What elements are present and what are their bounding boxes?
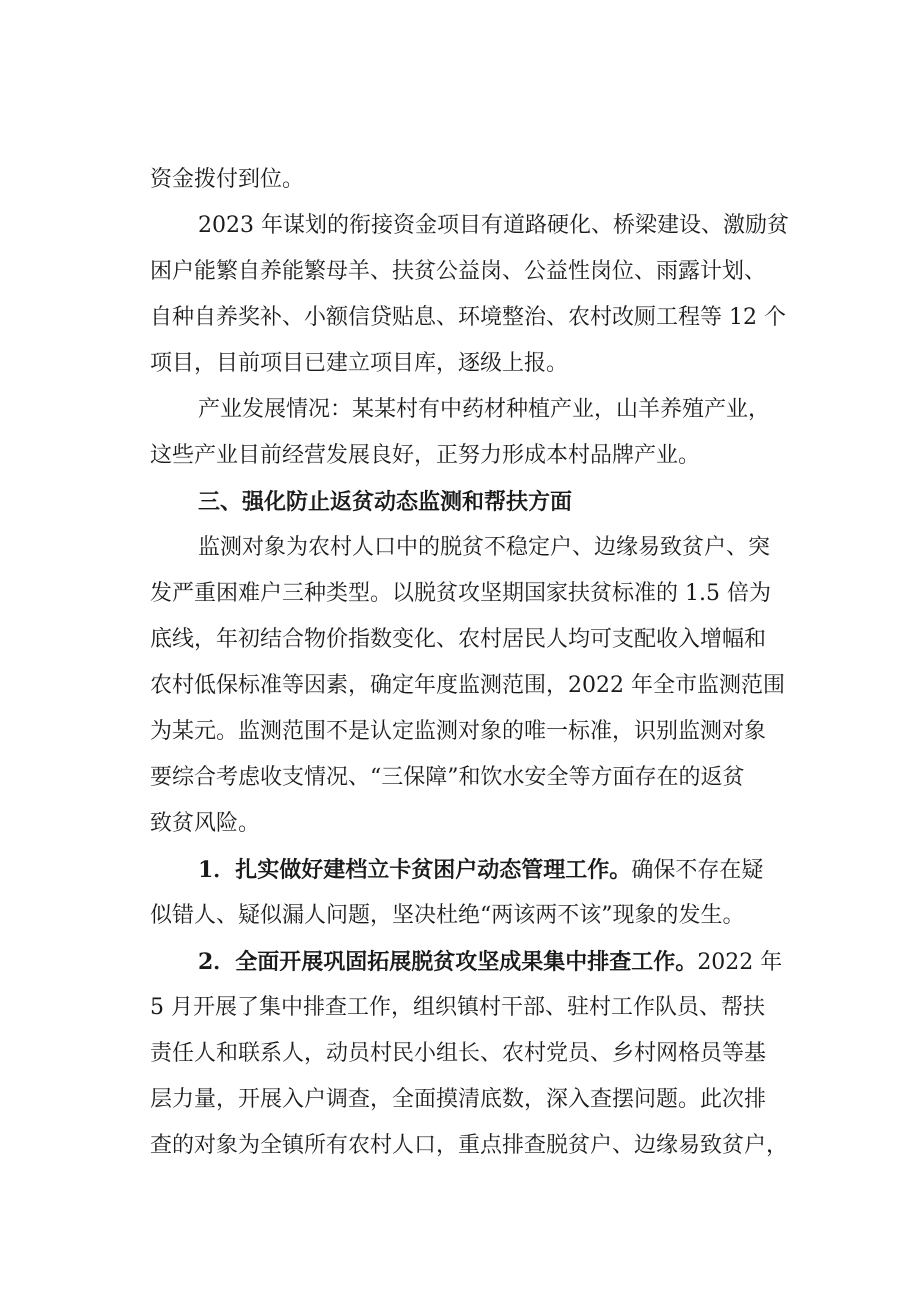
paragraph-line: 2023 年谋划的衔接资金项目有道路硬化、桥梁建设、激励贫 (198, 213, 789, 238)
paragraph-line: 产业发展情况：某某村有中药材种植产业，山羊养殖产业， (198, 397, 771, 422)
paragraph-line: 致贫风险。 (150, 811, 261, 836)
paragraph-line: 查的对象为全镇所有农村人口，重点排查脱贫户、边缘易致贫户， (150, 1133, 789, 1158)
paragraph-line: 层力量，开展入户调查，全面摸清底数，深入查摆问题。此次排 (150, 1087, 767, 1112)
paragraph-line: 发严重困难户三种类型。以脱贫攻坚期国家扶贫标准的 1.5 倍为 (150, 581, 771, 606)
paragraph-line: 农村低保标准等因素，确定年度监测范围，2022 年全市监测范围 (150, 673, 785, 698)
paragraph-line: 似错人、疑似漏人问题，坚决杜绝“两该两不该”现象的发生。 (150, 903, 745, 928)
paragraph-text: 2022 年 (697, 950, 783, 975)
paragraph-line: 5 月开展了集中排查工作，组织镇村干部、驻村工作队员、帮扶 (150, 995, 765, 1020)
paragraph-line: 困户能繁自养能繁母羊、扶贫公益岗、公益性岗位、雨露计划、 (150, 259, 767, 284)
paragraph-line: 自种自养奖补、小额信贷贴息、环境整治、农村改厕工程等 12 个 (150, 305, 786, 330)
paragraph-text: 确保不存在疑 (631, 858, 764, 883)
paragraph-line: 项目，目前项目已建立项目库，逐级上报。 (150, 351, 569, 376)
paragraph-line (198, 852, 800, 888)
paragraph-line (198, 944, 800, 980)
paragraph-line: 责任人和联系人，动员村民小组长、农村党员、乡村网格员等基 (150, 1041, 767, 1066)
paragraph-line: 为某元。监测范围不是认定监测对象的唯一标准，识别监测对象 (150, 719, 767, 744)
paragraph-line: 要综合考虑收支情况、“三保障”和饮水安全等方面存在的返贫 (150, 765, 745, 790)
section-heading: 三、强化防止返贫动态监测和帮扶方面 (198, 489, 573, 515)
paragraph-line: 底线，年初结合物价指数变化、农村居民人均可支配收入增幅和 (150, 627, 767, 652)
item-heading: 2．全面开展巩固拓展脱贫攻坚成果集中排查工作。 (198, 949, 698, 975)
paragraph-line: 监测对象为农村人口中的脱贫不稳定户、边缘易致贫户、突 (198, 535, 771, 560)
item-heading: 1．扎实做好建档立卡贫困户动态管理工作。 (198, 857, 632, 883)
paragraph-line: 资金拨付到位。 (150, 167, 305, 192)
paragraph-line: 这些产业目前经营发展良好，正努力形成本村品牌产业。 (150, 443, 701, 468)
